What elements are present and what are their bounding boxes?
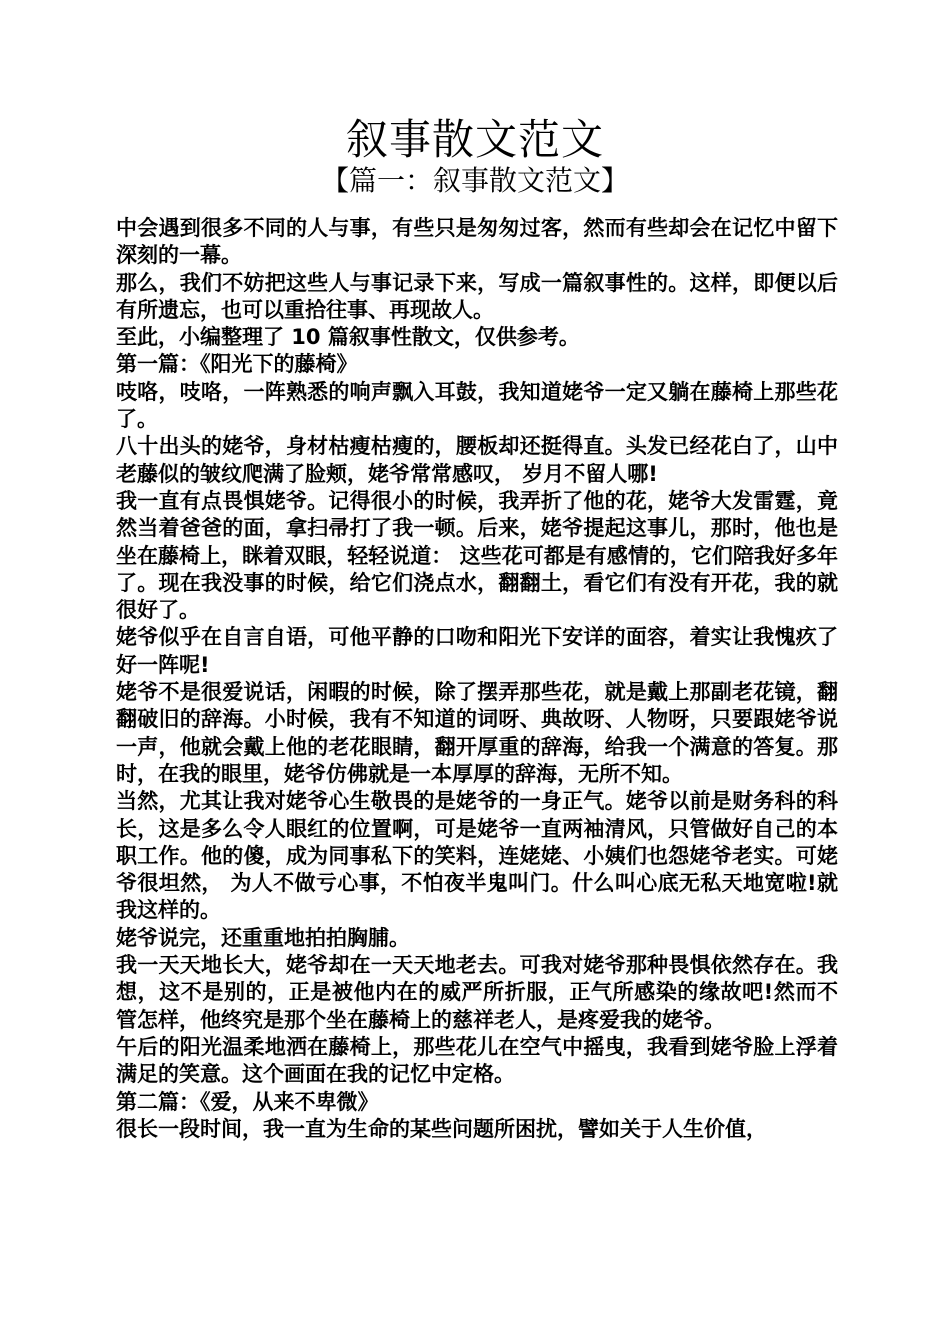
paragraph: 我一天天地长大，姥爷却在一天天地老去。可我对姥爷那种畏惧依然存在。我想，这不是别的，正是被他内在的威严所折服，正气所感染的缘故吧!然而不管怎样，他终究是那个坐在藤椅上的慈祥老人，是疼爱我的姥爷。 [116, 953, 838, 1032]
paragraph: 吱咯，吱咯，一阵熟悉的响声飘入耳鼓，我知道姥爷一定又躺在藤椅上那些花了。 [116, 379, 838, 432]
paragraph: 中会遇到很多不同的人与事，有些只是匆匆过客，然而有些却会在记忆中留下深刻的一幕。 [116, 216, 838, 268]
paragraph: 午后的阳光温柔地洒在藤椅上，那些花儿在空气中摇曳，我看到姥爷脸上浮着满足的笑意。这个画面在我的记忆中定格。 [116, 1034, 838, 1087]
paragraph: 至此，小编整理了 10 篇叙事性散文，仅供参考。 [116, 325, 580, 350]
paragraph: 我一直有点畏惧姥爷。记得很小的时候，我弄折了他的花，姥爷大发雷霆，竟然当着爸爸的面，拿扫帚打了我一顿。后来，姥爷提起这事儿，那时，他也是坐在藤椅上，眯着双眼，轻轻说道： 这些花可都是有感情的，它们陪我好多年了。现在我没事的时候，给它们浇点水，翻翻土，看它们有没有开花，我的就很好了。 [116, 488, 838, 623]
paragraph: 当然，尤其让我对姥爷心生敬畏的是姥爷的一身正气。姥爷以前是财务科的科长，这是多么令人眼红的位置啊，可是姥爷一直两袖清风，只管做好自己的本职工作。他的傻，成为同事私下的笑料，连姥姥、小姨们也怨姥爷老实。可姥爷很坦然， 为人不做亏心事，不怕夜半鬼叫门。什么叫心底无私天地宽啦!就我这样的。 [116, 789, 838, 923]
paragraph: 八十出头的姥爷，身材枯瘦枯瘦的，腰板却还挺得直。头发已经花白了，山中老藤似的皱纹爬满了脸颊，姥爷常常感叹， 岁月不留人哪! [116, 434, 838, 486]
section-heading: 第一篇：《阳光下的藤椅》 [116, 352, 358, 377]
document-subtitle: 【篇一：叙事散文范文】 [320, 164, 629, 197]
paragraph: 很长一段时间，我一直为生命的某些问题所困扰，譬如关于人生价值， [116, 1116, 767, 1141]
document-body [116, 215, 838, 1143]
paragraph: 那么，我们不妨把这些人与事记录下来，写成一篇叙事性的。这样，即便以后有所遗忘，也可以重拾往事、再现故人。 [116, 270, 838, 322]
paragraph: 姥爷似乎在自言自语，可他平静的口吻和阳光下安详的面容，着实让我愧疚了好一阵呢! [116, 625, 838, 677]
paragraph: 姥爷说完，还重重地拍拍胸脯。 [116, 925, 410, 950]
section-heading: 第二篇：《爱，从来不卑微》 [116, 1089, 379, 1114]
paragraph: 姥爷不是很爱说话，闲暇的时候，除了摆弄那些花，就是戴上那副老花镜，翻翻破旧的辞海。小时候，我有不知道的词呀、典故呀、人物呀，只要跟姥爷说一声，他就会戴上他的老花眼睛，翻开厚重的辞海，给我一个满意的答复。那时，在我的眼里，姥爷仿佛就是一本厚厚的辞海，无所不知。 [116, 680, 838, 786]
document-title: 叙事散文范文 [345, 115, 604, 164]
